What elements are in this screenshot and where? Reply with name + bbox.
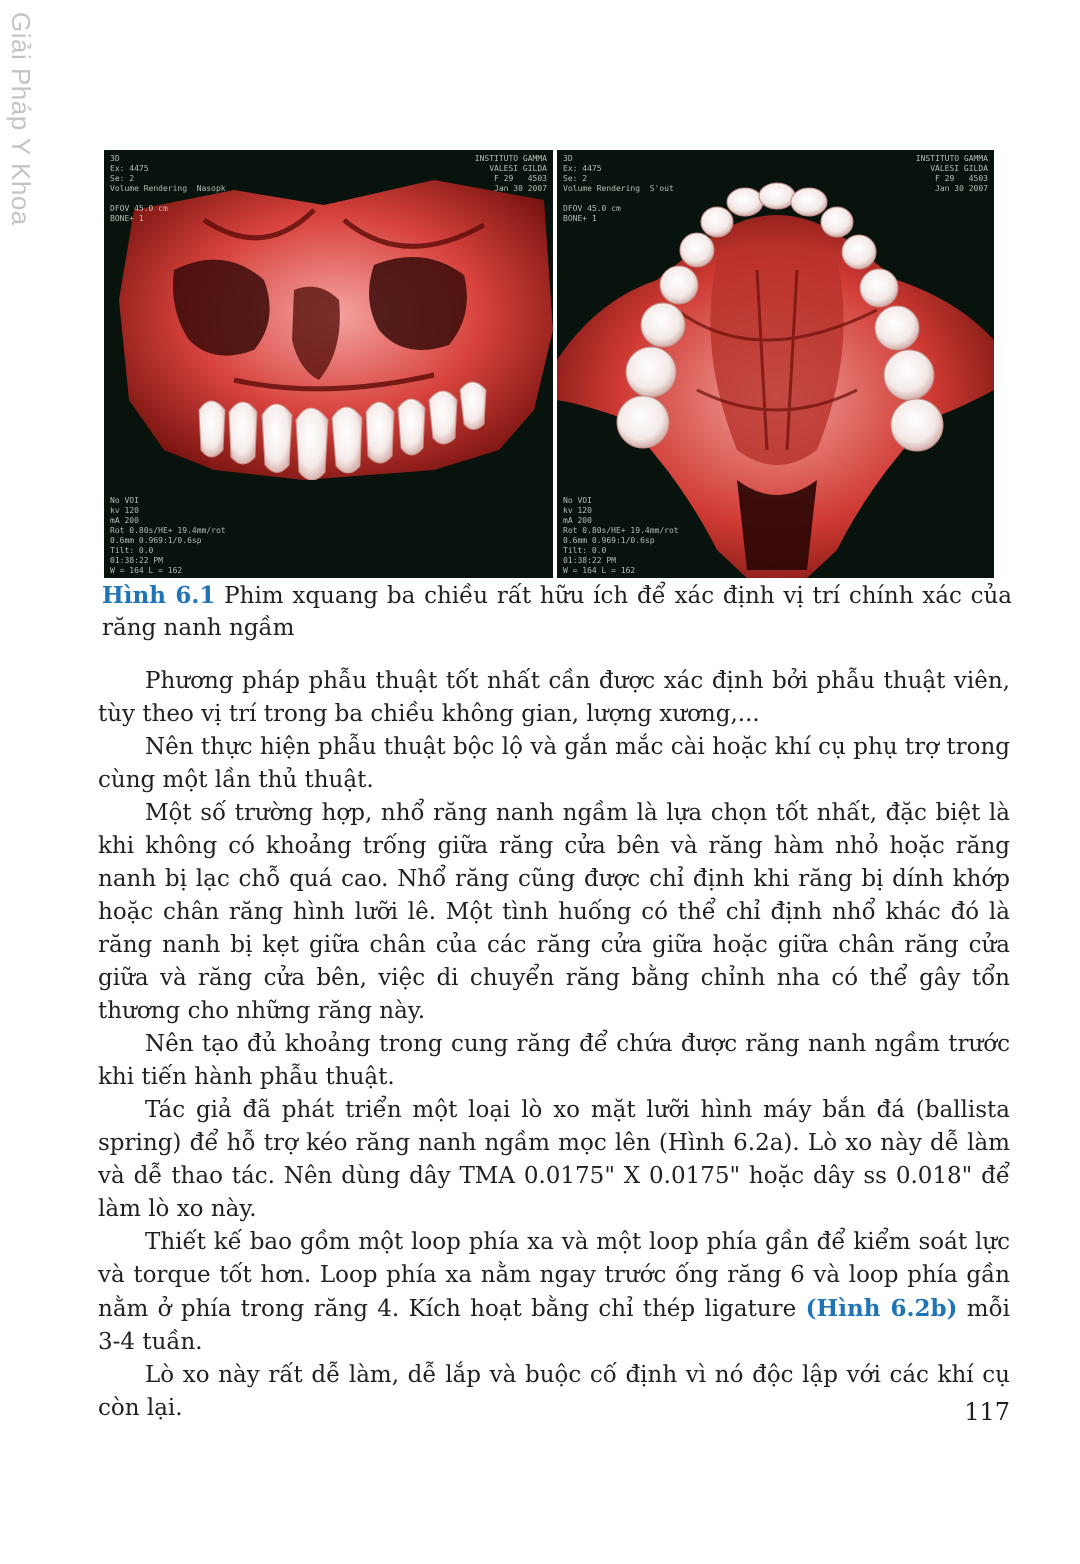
watermark-text: Giải Pháp Y Khoa (6, 12, 36, 226)
paragraph: Phương pháp phẫu thuật tốt nhất cần được xác định bởi phẫu thuật viên, tùy theo vị trí trong ba chiều không gian, lượng xương,... (98, 668, 1010, 727)
figure-caption-text: Phim xquang ba chiều rất hữu ích để xác định vị trí chính xác của răng nanh ngầm (102, 583, 1012, 641)
paragraph: Tác giả đã phát triển một loại lò xo mặt lưỡi hình máy bắn đá (ballista spring) để hỗ trợ kéo răng nanh ngầm mọc lên (Hình 6.2a). Lò xo này dễ làm và dễ thao tác. Nên dùng dây TMA 0.0175" X 0.0175" hoặc dây ss 0.018" để làm lò xo này. (98, 1097, 1010, 1222)
paragraph-design (98, 1226, 1010, 1359)
ct-right-overlay-top-right: INSTITUTO GAMMA VALESI GILDA F 29 4503 Jan 30 2007 (915, 154, 988, 193)
figure-caption-label: Hình 6.1 (102, 582, 216, 609)
figure-6-1 (104, 150, 994, 578)
paragraph: Lò xo này rất dễ làm, dễ lắp và buộc cố định vì nó độc lập với các khí cụ còn lại. (98, 1362, 1010, 1421)
ct-left-overlay-top-left: 3D Ex: 4475 Se: 2 Volume Rendering Nasopk DFOV 45.0 cm BONE+ 1 (110, 154, 226, 223)
ct-right-overlay-bottom-left: No VOI kv 120 mA 200 Rot 0.80s/HE+ 19.4mm/rot 0.6mm 0.969:1/0.6sp Tilt: 0.0 01:38:22 PM W = 164 L = 162 (563, 496, 679, 575)
ct-image-occlusal (557, 150, 994, 578)
paragraph-design-text-after: mỗi 3-4 tuần. (98, 1296, 1011, 1355)
body-text (98, 665, 1010, 1425)
paragraph: Nên thực hiện phẫu thuật bộc lộ và gắn mắc cài hoặc khí cụ phụ trợ trong cùng một lần thủ thuật. (98, 734, 1010, 793)
watermark (6, 12, 36, 226)
ct-left-overlay-top-right: INSTITUTO GAMMA VALESI GILDA F 29 4503 Jan 30 2007 (474, 154, 547, 193)
page-number: 117 (964, 1398, 1010, 1426)
ct-image-frontal (104, 150, 553, 578)
ct-left-overlay-bottom-left: No VOI kv 120 mA 200 Rot 0.80s/HE+ 19.4mm/rot 0.6mm 0.969:1/0.6sp Tilt: 0.0 01:38:22 PM W = 164 L = 162 (110, 496, 226, 575)
figure-6-2b-reference-link[interactable]: (Hình 6.2b) (805, 1295, 958, 1322)
paragraph-design-text-before: Thiết kế bao gồm một loop phía xa và một loop phía gần để kiểm soát lực và torque tốt hơn. Loop phía xa nằm ngay trước ống răng 6 và loop phía gần nằm ở phía trong răng 4. Kích hoạt bằng chỉ thép ligature (98, 1229, 1010, 1322)
paragraph: Một số trường hợp, nhổ răng nanh ngầm là lựa chọn tốt nhất, đặc biệt là khi không có khoảng trống giữa răng cửa bên và răng hàm nhỏ hoặc răng nanh bị lạc chỗ quá cao. Nhổ răng cũng được chỉ định khi răng bị dính khớp hoặc chân răng hình lưỡi lê. Một tình huống có thể chỉ định nhổ khác đó là răng nanh bị kẹt giữa chân của các răng cửa giữa hoặc giữa chân răng cửa giữa và răng cửa bên, việc di chuyển răng bằng chỉnh nha có thể gây tổn thương cho những răng này. (98, 800, 1010, 1024)
figure-caption (102, 580, 1012, 644)
ct-right-overlay-top-left: 3D Ex: 4475 Se: 2 Volume Rendering S'out DFOV 45.0 cm BONE+ 1 (563, 154, 674, 223)
paragraph: Nên tạo đủ khoảng trong cung răng để chứa được răng nanh ngầm trước khi tiến hành phẫu thuật. (98, 1031, 1010, 1090)
